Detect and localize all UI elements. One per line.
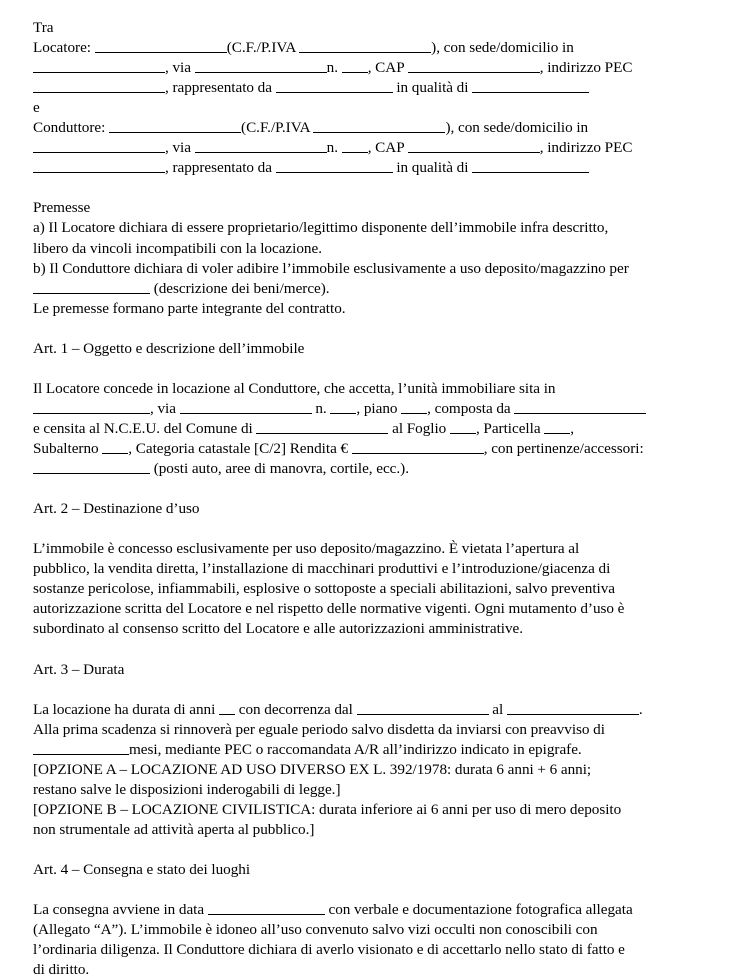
- spacer-after-art1: [33, 479, 719, 499]
- article-2-heading: Art. 2 – Destinazione d’uso: [33, 500, 200, 518]
- premesse-descrizione-label: (descrizione dei beni/merce).: [153, 279, 330, 297]
- spacer-art1: [33, 359, 719, 379]
- art1-pertinenze-esempi-label: (posti auto, aree di manovra, cortile, ecc.).: [153, 460, 409, 478]
- locatore-civico-blank[interactable]: [342, 58, 368, 73]
- article-1-line-3: [33, 419, 719, 439]
- article-4-line-3: l’ordinaria diligenza. Il Conduttore dichiara di averlo visionato e di accettarlo nello stato di fatto e: [33, 941, 625, 959]
- conduttore-comune-blank[interactable]: [33, 138, 165, 153]
- art1-subalterno-label: Subalterno: [33, 439, 99, 457]
- article-4-line-2: (Allegato “A”). L’immobile è idoneo all’uso convenuto salvo vizi occulti non conoscibili con: [33, 921, 598, 939]
- spacer-after-premesse: [33, 319, 719, 339]
- parties-conjunction: e: [33, 99, 40, 117]
- article-3-option-b-line-2: non strumentale ad attività aperta al pubblico.]: [33, 820, 315, 838]
- conduttore-pec-blank[interactable]: [33, 158, 165, 173]
- via-label: , via: [165, 59, 191, 77]
- art1-civico-label: n.: [315, 399, 327, 417]
- premesse-b-line-2: [33, 279, 719, 299]
- conduttore-line-2: [33, 138, 719, 158]
- art1-composta-label: , composta da: [427, 399, 511, 417]
- premesse-closing: Le premesse formano parte integrante del contratto.: [33, 299, 346, 317]
- spacer-after-art2: [33, 639, 719, 659]
- rappresentato-label-2: , rappresentato da: [165, 159, 272, 177]
- article-3-line-2: Alla prima scadenza si rinnoverà per eguale periodo salvo disdetta da inviarsi con preavviso di: [33, 720, 605, 738]
- premesse-a-line-2: libero da vincoli incompatibili con la locazione.: [33, 239, 323, 257]
- art1-via-label: , via: [150, 399, 176, 417]
- premesse-descrizione-beni-blank[interactable]: [33, 279, 150, 294]
- locatore-qualita-blank[interactable]: [472, 78, 589, 93]
- immobile-composizione-blank[interactable]: [514, 399, 646, 414]
- consegna-data-blank[interactable]: [208, 900, 325, 915]
- art1-piano-label: , piano: [356, 399, 398, 417]
- durata-data-inizio-blank[interactable]: [357, 700, 489, 715]
- article-2-line-4: autorizzazione scritta del Locatore e nel rispetto delle normative vigenti. Ogni mutamento d’uso è: [33, 600, 625, 618]
- locatore-line-1: [33, 38, 719, 58]
- locatore-cf-piva-blank[interactable]: [299, 38, 431, 53]
- durata-anni-blank[interactable]: [219, 700, 235, 715]
- immobile-via-blank[interactable]: [180, 399, 312, 414]
- article-2-line-3: sostanze pericolose, infiammabili, esplosive o sottoposte a speciali abilitazioni, salvo preventiva: [33, 580, 616, 598]
- article-2-line-5: subordinato al consenso scritto del Locatore e alle autorizzazioni amministrative.: [33, 620, 524, 638]
- spacer-art3: [33, 680, 719, 700]
- article-4-line-1: [33, 900, 719, 920]
- qualita-label: in qualità di: [396, 79, 469, 97]
- art3-al-label: al: [492, 700, 504, 718]
- pec-label: , indirizzo PEC: [539, 59, 633, 77]
- rappresentato-label: , rappresentato da: [165, 79, 272, 97]
- locatore-comune-blank[interactable]: [33, 58, 165, 73]
- article-1-line-2: [33, 399, 719, 419]
- parties-heading: Tra: [33, 19, 54, 36]
- immobile-subalterno-blank[interactable]: [102, 439, 128, 454]
- conduttore-label: Conduttore:: [33, 119, 106, 137]
- article-3-option-a-line-2: restano salve le disposizioni inderogabili di legge.]: [33, 780, 341, 798]
- art3-mesi-label: mesi, mediante PEC o raccomandata A/R all’indirizzo indicato in epigrafe.: [129, 740, 582, 758]
- cap-label-2: , CAP: [367, 139, 405, 157]
- premesse-a-line-1: a) Il Locatore dichiara di essere proprietario/legittimo disponente dell’immobile infra descritto,: [33, 219, 609, 237]
- conduttore-qualita-blank[interactable]: [472, 158, 589, 173]
- locatore-label: Locatore:: [33, 39, 92, 57]
- article-1-heading: Art. 1 – Oggetto e descrizione dell’immobile: [33, 339, 305, 357]
- pec-label-2: , indirizzo PEC: [539, 139, 633, 157]
- premesse-heading: Premesse: [33, 199, 91, 217]
- conduttore-cap-blank[interactable]: [408, 138, 540, 153]
- art1-pertinenze-label: , con pertinenze/accessori:: [483, 439, 644, 457]
- cf-piva-open-label-2: (C.F./P.IVA: [241, 119, 310, 137]
- article-2-line-2: pubblico, la vendita diretta, l’installazione di macchinari produttivi e l’introduzione/giacenza di: [33, 560, 611, 578]
- article-1-line-1: Il Locatore concede in locazione al Conduttore, che accetta, l’unità immobiliare sita in: [33, 379, 556, 397]
- conduttore-line-3: [33, 158, 719, 178]
- civico-label-2: n.: [326, 139, 338, 157]
- article-4-line-4: di diritto.: [33, 961, 90, 979]
- immobile-piano-blank[interactable]: [401, 399, 427, 414]
- locatore-name-blank[interactable]: [95, 38, 227, 53]
- premesse-b-line-1: b) Il Conduttore dichiara di voler adibire l’immobile esclusivamente a uso deposito/magazzino per: [33, 259, 629, 277]
- locatore-cap-blank[interactable]: [408, 58, 540, 73]
- conduttore-name-blank[interactable]: [109, 118, 241, 133]
- locatore-via-blank[interactable]: [195, 58, 327, 73]
- immobile-rendita-blank[interactable]: [352, 439, 484, 454]
- article-3-line-3: [33, 740, 719, 760]
- preavviso-mesi-blank[interactable]: [33, 740, 129, 755]
- via-label-2: , via: [165, 139, 191, 157]
- conduttore-rappresentante-blank[interactable]: [276, 158, 393, 173]
- article-3-line-1: [33, 700, 719, 720]
- immobile-foglio-blank[interactable]: [450, 419, 476, 434]
- spacer-after-parties: [33, 178, 719, 198]
- qualita-label-2: in qualità di: [396, 159, 469, 177]
- sede-domicilio-label: ), con sede/domicilio in: [431, 39, 574, 57]
- article-4-heading: Art. 4 – Consegna e stato dei luoghi: [33, 860, 251, 878]
- article-1-line-5: [33, 459, 719, 479]
- conduttore-via-blank[interactable]: [195, 138, 327, 153]
- article-3-heading: Art. 3 – Durata: [33, 660, 125, 678]
- conduttore-civico-blank[interactable]: [342, 138, 368, 153]
- sede-domicilio-label-2: ), con sede/domicilio in: [445, 119, 589, 137]
- art4-verbale-label: con verbale e documentazione fotografica allegata: [328, 901, 633, 919]
- art1-foglio-label: al Foglio: [392, 419, 447, 437]
- immobile-comune-blank[interactable]: [33, 399, 150, 414]
- locatore-line-2: [33, 58, 719, 78]
- spacer-art2: [33, 519, 719, 539]
- art1-particella-label: , Particella: [475, 419, 541, 437]
- immobile-comune-nceu-blank[interactable]: [256, 419, 388, 434]
- immobile-civico-blank[interactable]: [330, 399, 356, 414]
- article-2-line-1: L’immobile è concesso esclusivamente per uso deposito/magazzino. È vietata l’apertura al: [33, 540, 580, 558]
- article-1-line-4: [33, 439, 719, 459]
- art3-durata-label: La locazione ha durata di anni: [33, 700, 216, 718]
- article-3-option-a-line-1: [OPZIONE A – LOCAZIONE AD USO DIVERSO EX L. 392/1978: durata 6 anni + 6 anni;: [33, 760, 592, 778]
- cap-label: , CAP: [367, 59, 405, 77]
- spacer-art4: [33, 880, 719, 900]
- durata-data-fine-blank[interactable]: [507, 700, 639, 715]
- article-3-option-b-line-1: [OPZIONE B – LOCAZIONE CIVILISTICA: durata inferiore ai 6 anni per uso di mero deposito: [33, 800, 622, 818]
- conduttore-cf-piva-blank[interactable]: [313, 118, 445, 133]
- locatore-rappresentante-blank[interactable]: [276, 78, 393, 93]
- art4-consegna-label: La consegna avviene in data: [33, 901, 205, 919]
- spacer-after-art3: [33, 840, 719, 860]
- art3-line1-period: .: [638, 700, 643, 718]
- conduttore-line-1: [33, 118, 719, 138]
- civico-label: n.: [326, 59, 338, 77]
- immobile-particella-blank[interactable]: [544, 419, 570, 434]
- art1-line3-comma: ,: [570, 419, 575, 437]
- cf-piva-open-label: (C.F./P.IVA: [226, 39, 296, 57]
- locatore-pec-blank[interactable]: [33, 78, 165, 93]
- art3-decorrenza-label: con decorrenza dal: [238, 700, 353, 718]
- immobile-pertinenze-blank[interactable]: [33, 459, 150, 474]
- art1-categoria-label: , Categoria catastale [C/2] Rendita €: [128, 439, 349, 457]
- locatore-line-3: [33, 78, 719, 98]
- art1-nceu-label: e censita al N.C.E.U. del Comune di: [33, 419, 253, 437]
